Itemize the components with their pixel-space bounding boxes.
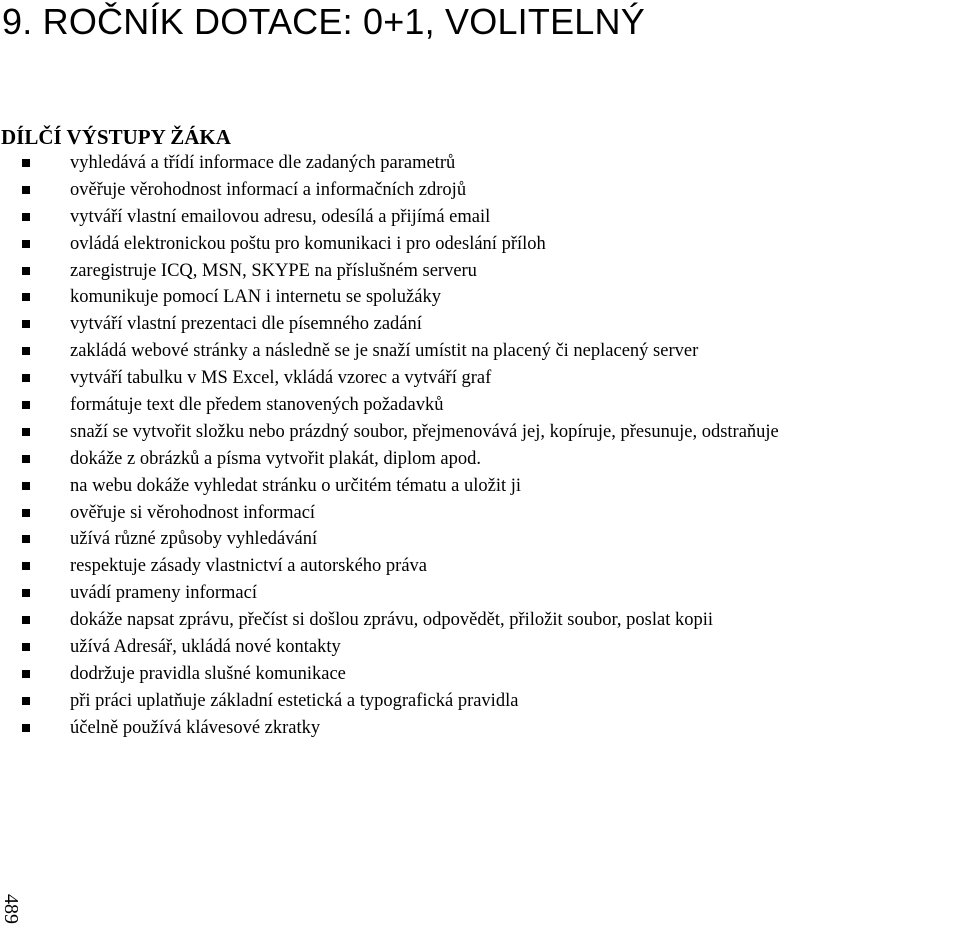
list-item-text: na webu dokáže vyhledat stránku o určitém tématu a uložit ji [70,475,522,496]
list-item-text: vyhledává a třídí informace dle zadaných parametrů [70,153,456,173]
list-item-text: ověřuje věrohodnost informací a informačních zdrojů [70,179,467,200]
square-bullet-icon [22,240,30,248]
square-bullet-icon [22,159,30,167]
square-bullet-icon [22,267,30,275]
square-bullet-icon [22,428,30,436]
list-item [0,473,779,500]
list-item [0,204,779,231]
list-item-text: zaregistruje ICQ, MSN, SKYPE na příslušném serveru [70,260,477,281]
square-bullet-icon [22,320,30,328]
list-item [0,526,779,553]
list-item [0,150,779,177]
square-bullet-icon [22,535,30,543]
list-item [0,177,779,204]
square-bullet-icon [22,697,30,705]
list-item-text: užívá různé způsoby vyhledávání [70,529,318,550]
list-item [0,607,779,634]
square-bullet-icon [22,186,30,194]
list-item-text: vytváří vlastní prezentaci dle písemného zadání [70,314,422,335]
square-bullet-icon [22,482,30,490]
list-item [0,580,779,607]
list-item-text: užívá Adresář, ukládá nové kontakty [70,637,341,658]
square-bullet-icon [22,213,30,221]
list-item-text: formátuje text dle předem stanovených požadavků [70,395,444,416]
square-bullet-icon [22,589,30,597]
list-item-text: ovládá elektronickou poštu pro komunikaci i pro odeslání příloh [70,233,546,254]
square-bullet-icon [22,347,30,355]
page-number: 489 [0,894,22,924]
list-item-text: uvádí prameny informací [70,583,257,604]
list-item [0,284,779,311]
list-item-text: respektuje zásady vlastnictví a autorského práva [70,556,428,577]
list-item [0,365,779,392]
square-bullet-icon [22,670,30,678]
list-item [0,231,779,258]
list-item [0,338,779,365]
list-item [0,446,779,473]
square-bullet-icon [22,455,30,463]
square-bullet-icon [22,374,30,382]
list-item [0,311,779,338]
square-bullet-icon [22,724,30,732]
list-item-text: dodržuje pravidla slušné komunikace [70,663,346,684]
square-bullet-icon [22,643,30,651]
list-item [0,715,779,742]
list-item [0,392,779,419]
list-item-text: při práci uplatňuje základní estetická a typografická pravidla [70,690,519,711]
list-item [0,500,779,527]
list-item [0,661,779,688]
list-item-text: snaží se vytvořit složku nebo prázdný soubor, přejmenovává jej, kopíruje, přesunuje, odstraňuje [70,421,779,442]
list-item-text: dokáže napsat zprávu, přečíst si došlou zprávu, odpovědět, přiložit soubor, poslat kopii [70,610,714,631]
square-bullet-icon [22,509,30,517]
list-item-text: komunikuje pomocí LAN i internetu se spolužáky [70,287,441,308]
page-title: 9. ROČNÍK DOTACE: 0+1, VOLITELNÝ [2,1,645,42]
list-item-text: ověřuje si věrohodnost informací [70,502,316,523]
list-item [0,419,779,446]
square-bullet-icon [22,562,30,570]
list-item [0,258,779,285]
list-item [0,688,779,715]
list-item [0,553,779,580]
list-item-text: účelně používá klávesové zkratky [70,717,321,738]
square-bullet-icon [22,293,30,301]
list-item-text: vytváří vlastní emailovou adresu, odesílá a přijímá email [70,206,491,227]
square-bullet-icon [22,401,30,409]
list-item-text: dokáže z obrázků a písma vytvořit plakát, diplom apod. [70,448,481,469]
list-item-text: vytváří tabulku v MS Excel, vkládá vzorec a vytváří graf [70,368,492,389]
square-bullet-icon [22,616,30,624]
list-item [0,634,779,661]
list-item-text: zakládá webové stránky a následně se je snaží umístit na placený či neplacený server [70,341,699,362]
section-heading: DÍLČÍ VÝSTUPY ŽÁKA [1,125,231,149]
outcomes-list [0,150,779,742]
